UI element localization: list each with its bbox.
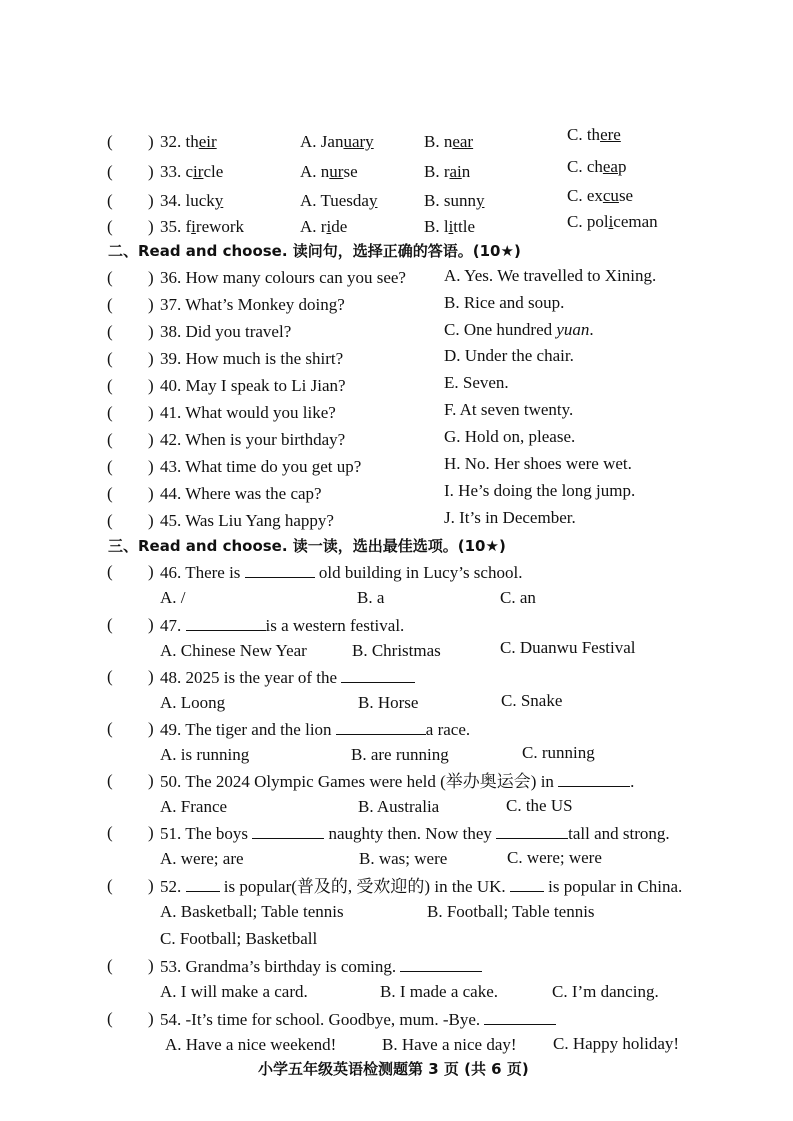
fill-blank[interactable] (400, 953, 482, 972)
answer-paren-close: ) (148, 956, 154, 975)
answer-paren-close: ) (148, 562, 154, 581)
question-row (0, 188, 793, 214)
option-a[interactable]: A. Loong (160, 693, 226, 712)
option-b[interactable]: B. a (357, 588, 385, 607)
option-c[interactable]: C. the US (506, 796, 573, 815)
fill-blank[interactable] (558, 768, 630, 787)
answer-paren-close: ) (148, 876, 154, 895)
answer-paren-close: ) (148, 191, 154, 210)
option-a[interactable]: A. is running (160, 745, 250, 764)
fill-blank[interactable] (186, 873, 220, 892)
answer-paren-close: ) (148, 376, 154, 395)
fill-blank[interactable] (336, 716, 426, 735)
option-c[interactable]: C. Snake (501, 691, 563, 710)
option-c[interactable]: C. excuse (567, 186, 634, 205)
option-c[interactable]: C. cheap (567, 157, 627, 176)
option-a[interactable]: A. I will make a card. (160, 982, 308, 1001)
option-c[interactable]: C. I’m dancing. (552, 982, 659, 1001)
section-title-2: 二、Read and choose. 读问句，选择正确的答语。(10★) (108, 242, 521, 260)
answer-paren-close: ) (148, 511, 154, 530)
answer-paren-open[interactable]: ( (107, 562, 113, 581)
option-c[interactable]: C. policeman (567, 212, 658, 231)
answer-paren-open[interactable]: ( (107, 615, 113, 634)
matching-answer[interactable]: D. Under the chair. (444, 346, 574, 365)
question-row (0, 768, 793, 794)
matching-row (0, 400, 793, 426)
matching-answer[interactable]: H. No. Her shoes were wet. (444, 454, 632, 473)
answer-paren-open[interactable]: ( (107, 403, 113, 422)
question-stem: 53. Grandma’s birthday is coming. (160, 953, 482, 980)
fill-blank[interactable] (245, 559, 315, 578)
option-c[interactable]: C. an (500, 588, 536, 607)
question-row (0, 1006, 793, 1032)
question-word: 32. their (160, 132, 217, 151)
answer-paren-close: ) (148, 295, 154, 314)
fill-blank[interactable] (510, 873, 544, 892)
question-stem: 47. is a western festival. (160, 612, 404, 639)
option-b[interactable]: B. rain (424, 162, 471, 181)
matching-row (0, 265, 793, 291)
answer-paren-close: ) (148, 667, 154, 686)
question-row (0, 716, 793, 742)
question-stem: 52. is popular(普及的, 受欢迎的) in the UK. is popular in China. (160, 873, 682, 900)
question-word: 35. firework (160, 217, 245, 236)
option-b[interactable]: B. Australia (358, 797, 440, 816)
answer-paren-open[interactable]: ( (107, 956, 113, 975)
question-row (0, 159, 793, 185)
option-b[interactable]: B. near (424, 132, 474, 151)
option-b[interactable]: B. Christmas (352, 641, 441, 660)
option-b[interactable]: B. was; were (359, 849, 448, 868)
page-footer: 小学五年级英语检测题第 3 页 (共 6 页) (258, 1060, 529, 1078)
answer-paren-open[interactable]: ( (107, 457, 113, 476)
matching-question: 39. How much is the shirt? (160, 349, 344, 368)
fill-blank[interactable] (496, 820, 568, 839)
question-row (0, 214, 793, 240)
answer-paren-open[interactable]: ( (107, 295, 113, 314)
answer-paren-open[interactable]: ( (107, 667, 113, 686)
answer-paren-close: ) (148, 484, 154, 503)
option-c[interactable]: C. Football; Basketball (160, 929, 318, 948)
answer-paren-open[interactable]: ( (107, 349, 113, 368)
answer-paren-close: ) (148, 162, 154, 181)
answer-paren-close: ) (148, 823, 154, 842)
matching-row (0, 373, 793, 399)
section-title-3: 三、Read and choose. 读一读，选出最佳选项。(10★) (108, 537, 506, 555)
answer-paren-open[interactable]: ( (107, 162, 113, 181)
answer-paren-close: ) (148, 132, 154, 151)
matching-answer[interactable]: I. He’s doing the long jump. (444, 481, 636, 500)
question-stem: 51. The boys naughty then. Now they tall and strong. (160, 820, 670, 847)
question-stem: 46. There is old building in Lucy’s school. (160, 559, 522, 586)
option-a[interactable]: A. January (300, 132, 374, 151)
matching-question: 42. When is your birthday? (160, 430, 346, 449)
question-row (0, 873, 793, 899)
option-c[interactable]: C. Duanwu Festival (500, 638, 636, 657)
answer-paren-close: ) (148, 268, 154, 287)
matching-answer[interactable]: C. One hundred yuan. (444, 320, 594, 339)
answer-paren-open[interactable]: ( (107, 217, 113, 236)
matching-row (0, 319, 793, 345)
answer-paren-open[interactable]: ( (107, 376, 113, 395)
matching-answer[interactable]: G. Hold on, please. (444, 427, 576, 446)
matching-question: 36. How many colours can you see? (160, 268, 406, 287)
answer-paren-open[interactable]: ( (107, 719, 113, 738)
answer-paren-close: ) (148, 771, 154, 790)
option-a[interactable]: A. were; are (160, 849, 244, 868)
fill-blank[interactable] (484, 1006, 556, 1025)
option-a[interactable]: A. Basketball; Table tennis (160, 902, 344, 921)
answer-paren-open[interactable]: ( (107, 268, 113, 287)
option-b[interactable]: B. little (424, 217, 476, 236)
matching-row (0, 454, 793, 480)
answer-paren-close: ) (148, 217, 154, 236)
answer-paren-close: ) (148, 430, 154, 449)
answer-paren-close: ) (148, 719, 154, 738)
answer-paren-close: ) (148, 403, 154, 422)
question-stem: 48. 2025 is the year of the (160, 664, 415, 691)
option-a[interactable]: A. ride (300, 217, 348, 236)
option-b[interactable]: B. Horse (358, 693, 419, 712)
option-b[interactable]: B. Football; Table tennis (427, 902, 595, 921)
matching-row (0, 481, 793, 507)
question-word: 33. circle (160, 162, 224, 181)
matching-row (0, 508, 793, 534)
fill-blank[interactable] (186, 612, 266, 631)
matching-question: 37. What’s Monkey doing? (160, 295, 345, 314)
answer-paren-open[interactable]: ( (107, 876, 113, 895)
answer-paren-open[interactable]: ( (107, 484, 113, 503)
answer-paren-open[interactable]: ( (107, 132, 113, 151)
question-stem: 54. -It’s time for school. Goodbye, mum. -Bye. (160, 1006, 556, 1033)
question-row (0, 820, 793, 846)
answer-paren-close: ) (148, 1009, 154, 1028)
option-a[interactable]: A. nurse (300, 162, 358, 181)
matching-row (0, 346, 793, 372)
question-row (0, 612, 793, 638)
answer-paren-open[interactable]: ( (107, 1009, 113, 1028)
fill-blank[interactable] (252, 820, 324, 839)
matching-question: 38. Did you travel? (160, 322, 292, 341)
matching-answer[interactable]: F. At seven twenty. (444, 400, 574, 419)
option-c[interactable]: C. Happy holiday! (553, 1034, 680, 1053)
option-a[interactable]: A. France (160, 797, 228, 816)
matching-question: 41. What would you like? (160, 403, 336, 422)
question-stem: 49. The tiger and the lion a race. (160, 716, 470, 743)
option-b[interactable]: B. sunny (424, 191, 485, 210)
question-row (0, 559, 793, 585)
question-row (0, 953, 793, 979)
matching-answer[interactable]: E. Seven. (444, 373, 509, 392)
matching-row (0, 427, 793, 453)
answer-paren-open[interactable]: ( (107, 430, 113, 449)
question-word: 34. lucky (160, 191, 224, 210)
option-a[interactable]: A. Tuesday (300, 191, 378, 210)
question-row (0, 125, 793, 155)
matching-answer[interactable]: J. It’s in December. (444, 508, 576, 527)
answer-paren-close: ) (148, 457, 154, 476)
option-b[interactable]: B. Have a nice day! (382, 1035, 517, 1054)
option-c[interactable]: C. there (567, 125, 621, 144)
matching-answer[interactable]: B. Rice and soup. (444, 293, 565, 312)
matching-question: 45. Was Liu Yang happy? (160, 511, 334, 530)
fill-blank[interactable] (341, 664, 415, 683)
option-c[interactable]: C. were; were (507, 848, 602, 867)
answer-paren-open[interactable]: ( (107, 823, 113, 842)
answer-paren-open[interactable]: ( (107, 771, 113, 790)
answer-paren-open[interactable]: ( (107, 191, 113, 210)
matching-answer[interactable]: A. Yes. We travelled to Xining. (444, 266, 657, 285)
answer-paren-close: ) (148, 615, 154, 634)
option-a[interactable]: A. / (160, 588, 186, 607)
question-stem: 50. The 2024 Olympic Games were held (举办奥运会) in . (160, 768, 634, 795)
matching-question: 44. Where was the cap? (160, 484, 322, 503)
answer-paren-close: ) (148, 322, 154, 341)
option-c[interactable]: C. running (522, 743, 595, 762)
option-b[interactable]: B. are running (351, 745, 449, 764)
option-b[interactable]: B. I made a cake. (380, 982, 498, 1001)
matching-question: 40. May I speak to Li Jian? (160, 376, 346, 395)
matching-row (0, 292, 793, 318)
answer-paren-close: ) (148, 349, 154, 368)
answer-paren-open[interactable]: ( (107, 511, 113, 530)
option-a[interactable]: A. Chinese New Year (160, 641, 307, 660)
option-a[interactable]: A. Have a nice weekend! (165, 1035, 337, 1054)
question-row (0, 664, 793, 690)
matching-question: 43. What time do you get up? (160, 457, 362, 476)
answer-paren-open[interactable]: ( (107, 322, 113, 341)
